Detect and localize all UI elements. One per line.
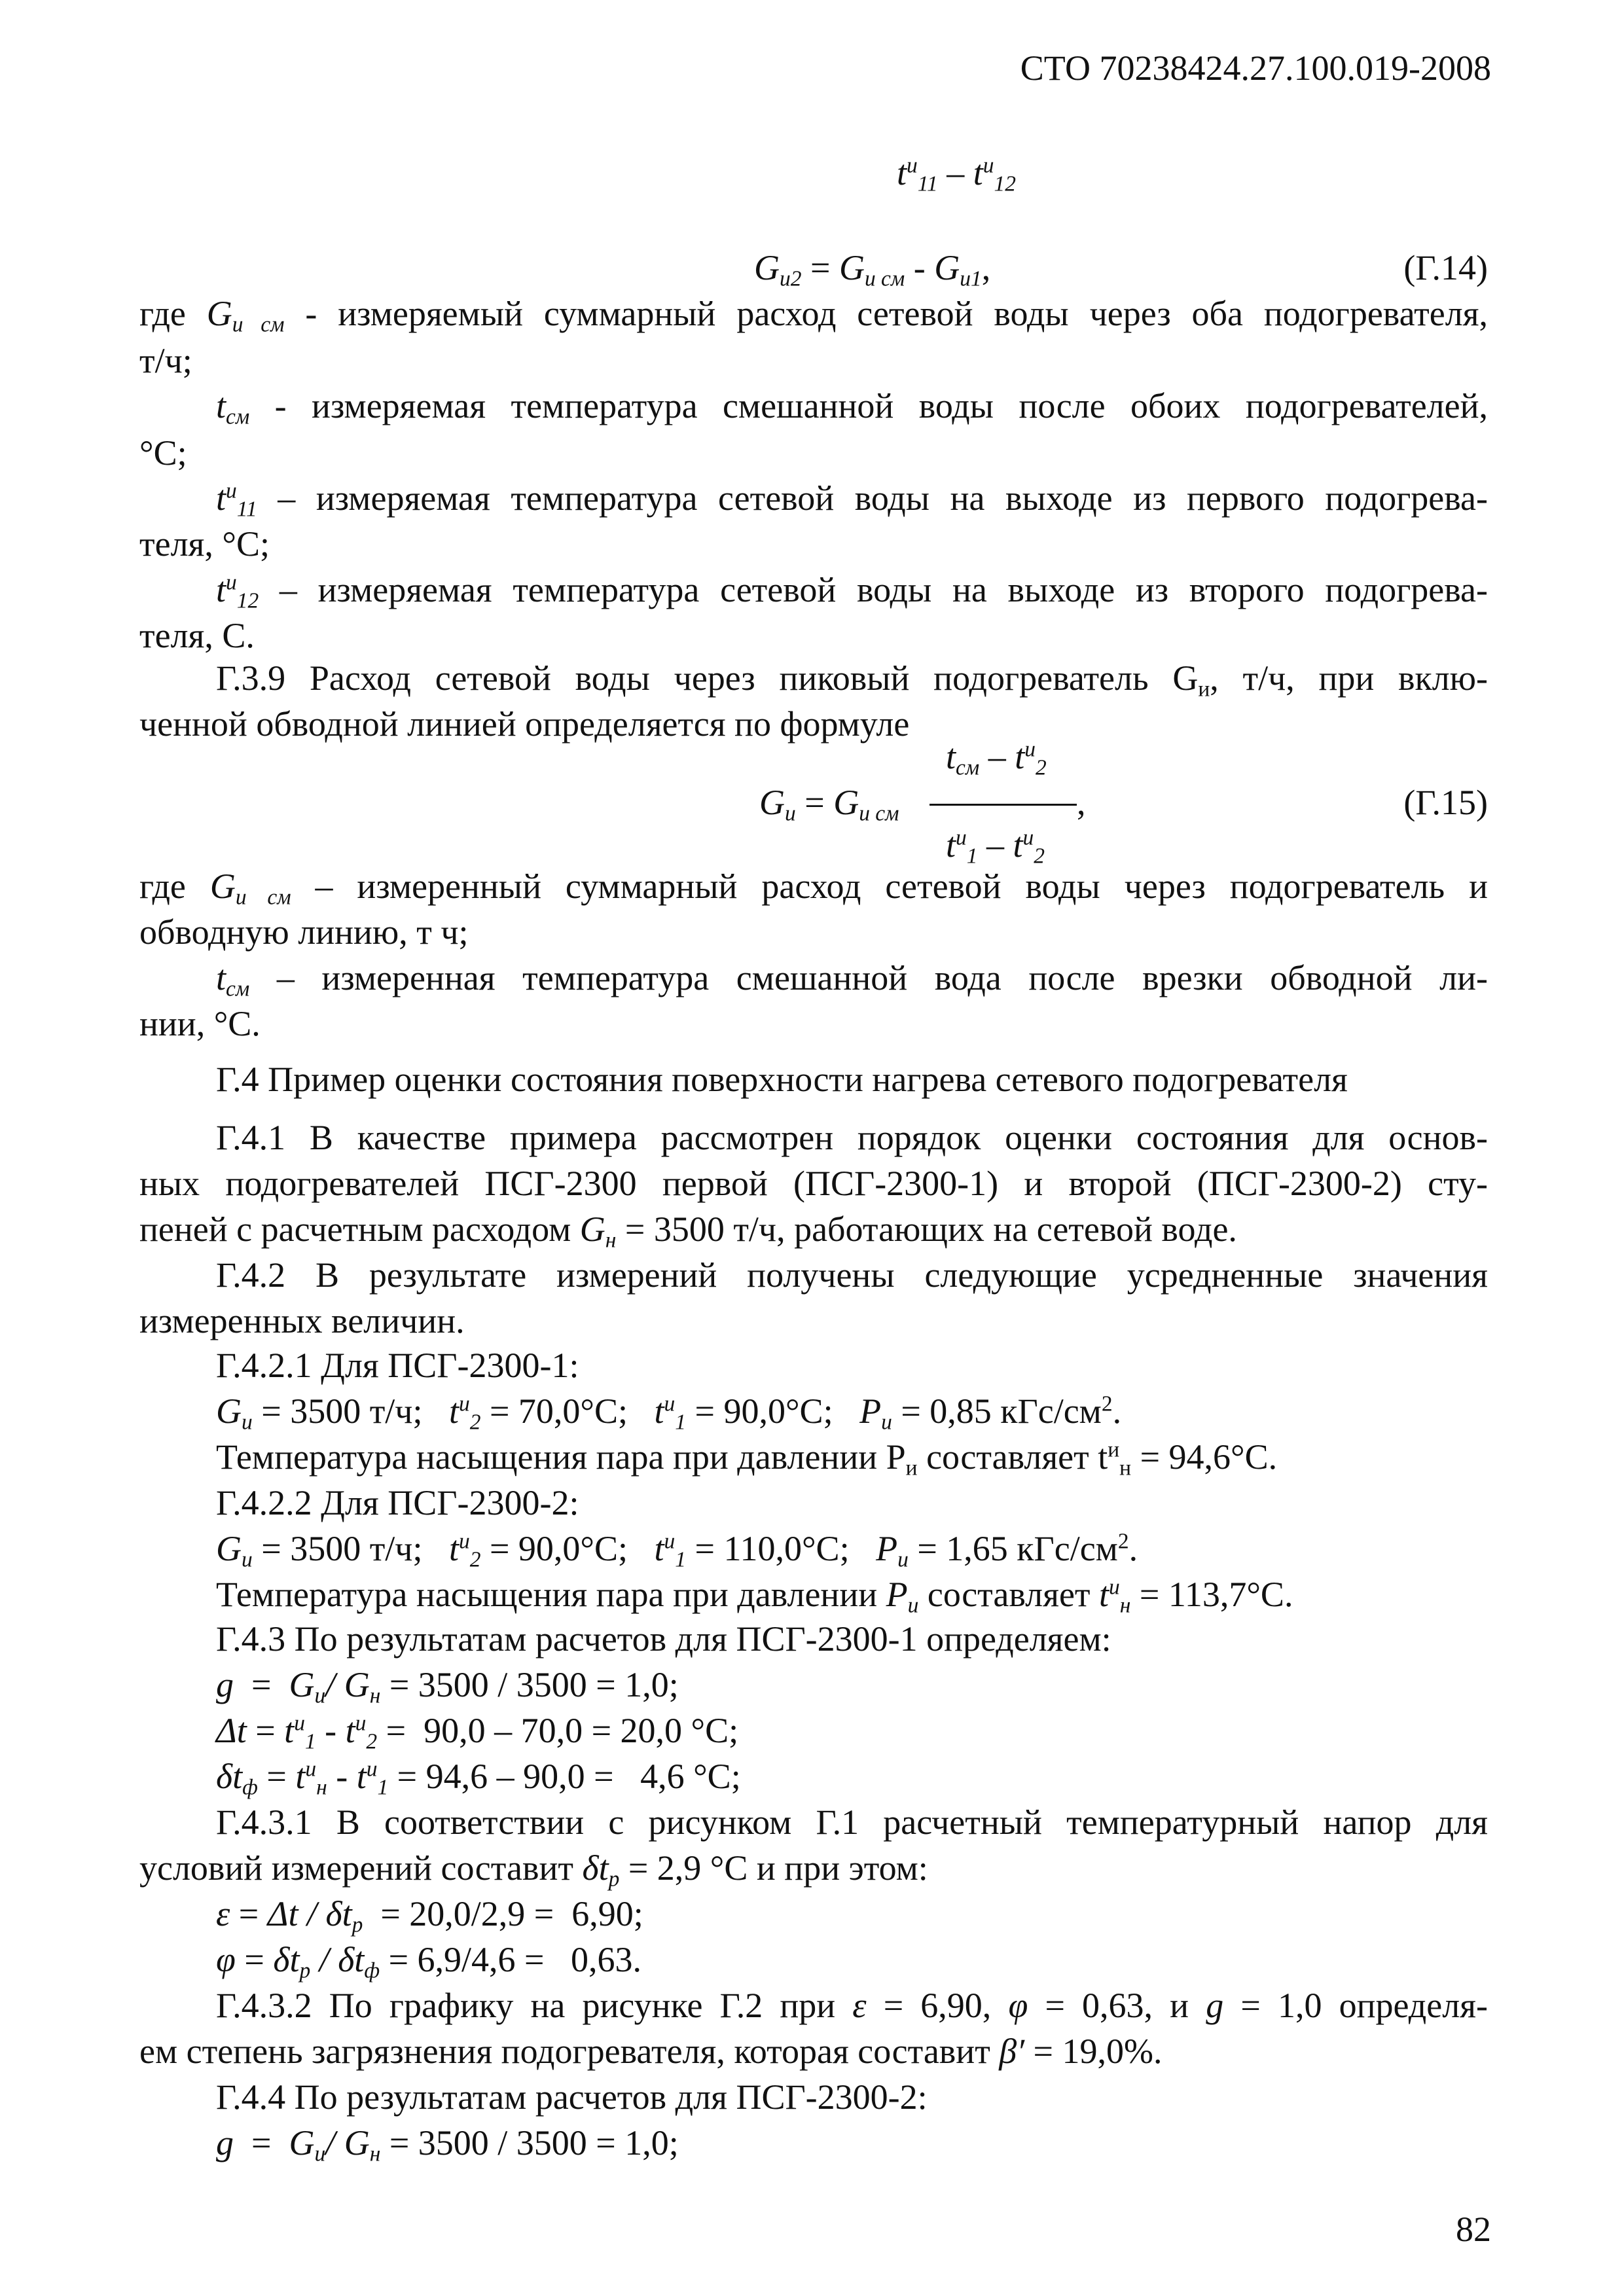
fraction-bar <box>929 804 1077 806</box>
definition-t-measured-cont: нии, °С. <box>139 1004 261 1043</box>
formula-epsilon: $\varepsilon = \Delta t / \delta t_р = 20,0/2,9 = 6,90$; <box>216 1894 643 1937</box>
paragraph-g432-line1: Г.4.3.2 По графику на рисунке Г.2 при ε = 6,90, φ = 0,63, и g = 1,0 определя- <box>216 1986 1488 2025</box>
definition-t11: $t^и_{11}$ – измеряемая температура сетевой воды на выходе из первого подогрева- <box>216 478 1488 522</box>
parameters-psg-1: $G_и = 3500$ т/ч; $t^и_2 = 70,0^\circ С$; $t^и_1 = 90,0^\circ С$; $P_и = 0,85$ кГс/$см^2$. <box>216 1391 1122 1435</box>
formula-g15-lhs: $G_и = G_{и см}$ <box>759 783 899 826</box>
definition-t-measured: $t_{см}$ – измеренная температура смешанной вода после врезки обводной ли- <box>216 958 1488 1001</box>
page-number: 82 <box>1456 2210 1491 2249</box>
formula-g-ratio-1: $g = G_и/$ $G_н = 3500 / 3500 = 1,0$; <box>216 1665 679 1708</box>
subsection-g421-title: Г.4.2.1 Для ПСГ-2300-1: <box>216 1346 579 1385</box>
paragraph-g432-line2: ем степень загрязнения подогревателя, которая составит β′ = 19,0%. <box>139 2032 1163 2071</box>
paragraph-g39-line1: Г.3.9 Расход сетевой воды через пиковый подогреватель $G_и$, т/ч, при вклю- <box>216 658 1488 702</box>
paragraph-g42-line2: измеренных величин. <box>139 1301 465 1340</box>
paragraph-g41-line2: ных подогревателей ПСГ-2300 первой (ПСГ-2300-1) и второй (ПСГ-2300-2) сту- <box>139 1164 1488 1203</box>
document-code: СТО 70238424.27.100.019-2008 <box>1020 48 1491 88</box>
definition-t-mix: $t_{см}$ - измеряемая температура смешанной воды после обоих подогревателей, <box>216 386 1488 429</box>
definition-g-measured-cont: обводную линию, т ч; <box>139 912 469 952</box>
paragraph-g431-line1: Г.4.3.1 В соответствии с рисунком Г.1 расчетный температурный напор для <box>216 1803 1488 1842</box>
subsection-g422-title: Г.4.2.2 Для ПСГ-2300-2: <box>216 1483 579 1522</box>
formula-g14: $G_{и2} = G_{и см} - G_{и1}$, <box>754 248 991 291</box>
subsection-g44-title: Г.4.4 По результатам расчетов для ПСГ-2300-2: <box>216 2077 928 2117</box>
formula-g15-denominator: $t^и_1 - t^и_2$ <box>946 825 1045 869</box>
paragraph-g42-line1: Г.4.2 В результате измерений получены следующие усредненные значения <box>216 1255 1488 1295</box>
section-heading-g4: Г.4 Пример оценки состояния поверхности нагрева сетевого подогревателя <box>216 1060 1348 1099</box>
paragraph-g41-line1: Г.4.1 В качестве примера рассмотрен порядок оценки состояния для основ- <box>216 1118 1488 1157</box>
formula-phi: $\varphi = \delta t_р / \delta t_ф = 6,9/4,6 = 0,63$. <box>216 1940 641 1983</box>
paragraph-g39-line2: ченной обводной линией определяется по формуле <box>139 704 910 744</box>
definition-g-measured: где $G_{и см}$ – измеренный суммарный расход сетевой воды через подогреватель и <box>139 867 1488 910</box>
definition-t12: $t^и_{12}$ – измеряемая температура сетевой воды на выходе из второго подогрева- <box>216 570 1488 613</box>
paragraph-g431-line2: условий измерений составит $\delta t_р = 2,9$ °С и при этом: <box>139 1848 928 1892</box>
parameters-psg-2: $G_и = 3500$ т/ч; $t^и_2 = 90,0^\circ С$; $t^и_1 = 110,0^\circ С$; $P_и = 1,65$ кГс/$см^2$. <box>216 1529 1138 1572</box>
equation-number-g15: (Г.15) <box>1403 783 1488 822</box>
saturation-temperature-psg-1: Температура насыщения пара при давлении $Р_и$ составляет $t^и_н = 94,6^\circ С$. <box>216 1437 1278 1480</box>
formula-delta-t-actual: $\delta t_ф = t^и_н - t^и_1 = 94,6 - 90,0 = 4,6$ °С; <box>216 1757 741 1800</box>
definition-g-sum-cont: т/ч; <box>139 341 192 380</box>
equation-number-g14: (Г.14) <box>1403 248 1488 287</box>
formula-g15-numerator: $t_{см} - t^и_2$ <box>946 737 1047 780</box>
formula-delta-t: $\Delta t = t^и_1 - t^и_2 = 90,0 - 70,0 = 20,0$ °С; <box>216 1711 739 1754</box>
definition-t11-cont: теля, °С; <box>139 524 270 564</box>
definition-t12-cont: теля, С. <box>139 616 255 655</box>
formula-g-ratio-2: $g = G_и/$ $G_н = 3500 / 3500 = 1,0$; <box>216 2123 679 2166</box>
definition-g-sum: где $G_{и см}$ - измеряемый суммарный расход сетевой воды через оба подогревателя, <box>139 294 1489 337</box>
saturation-temperature-psg-2: Температура насыщения пара при давлении $P_и$ составляет $t^и_н = 113,7^\circ С$. <box>216 1575 1293 1618</box>
formula-denominator-fragment: $t^и_{11} - t^и_{12}$ <box>897 153 1016 196</box>
formula-g15-comma: , <box>1077 783 1086 822</box>
definition-t-mix-cont: °С; <box>139 433 187 473</box>
subsection-g43-title: Г.4.3 По результатам расчетов для ПСГ-2300-1 определяем: <box>216 1619 1111 1659</box>
paragraph-g41-line3: пеней с расчетным расходом $G_н = 3500$ т/ч, работающих на сетевой воде. <box>139 1210 1237 1253</box>
